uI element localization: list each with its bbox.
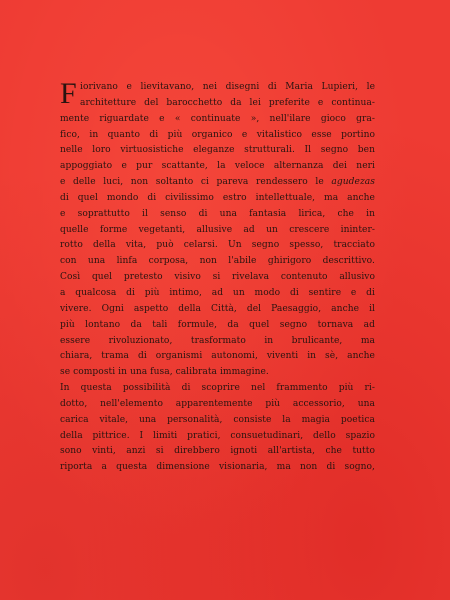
italic-word: agudezas <box>331 177 375 188</box>
text-line: rotto della vita, può celarsi. Un segno spesso, tracciato <box>60 240 375 251</box>
text-line: mente riguardate e « continuate », nell'ilare gioco gra- <box>60 113 375 124</box>
body-text <box>60 77 375 476</box>
text-line: chiara, trama di organismi autonomi, viventi in sè, anche <box>60 351 375 362</box>
text-line: Così quel pretesto visivo si rivelava contenuto allusivo <box>60 272 375 283</box>
text-line: con una linfa corposa, non l'abile ghirigoro descrittivo. <box>60 256 375 267</box>
text-line: dotto, nell'elemento apparentemente più accessorio, una <box>60 398 375 409</box>
text-line: In questa possibilità di scoprire nel frammento più ri- <box>60 383 375 394</box>
text-line: quelle forme vegetanti, allusive ad un crescere ininter- <box>60 224 375 235</box>
text-line: iorivano e lievitavano, nei disegni di Maria Lupieri, le <box>80 82 375 92</box>
text-line: fico, in quanto di più organico e vitalistico esse portino <box>60 129 375 140</box>
text-line: essere rivoluzionato, trasformato in brulicante, ma <box>60 335 375 346</box>
text-fragment: e delle luci, non soltanto ci pareva rendessero le <box>60 177 324 188</box>
text-line: nelle loro virtuosistiche eleganze strutturali. Il segno ben <box>60 145 375 156</box>
text-line: vivere. Ogni aspetto della Città, del Paesaggio, anche il <box>60 303 375 314</box>
text-line-with-italic <box>60 175 375 191</box>
text-line: e soprattutto il senso di una fantasia lirica, che in <box>60 208 375 219</box>
drop-cap: F <box>60 77 77 110</box>
text-line: sono vinti, anzi si direbbero ignoti all'artista, che tutto <box>60 446 375 457</box>
text-line: appoggiato e pur scattante, la veloce alternanza dei neri <box>60 161 375 172</box>
text-line: riporta a questa dimensione visionaria, ma non di sogno, <box>60 462 375 473</box>
text-line: se composti in una fusa, calibrata immagine. <box>60 367 269 378</box>
text-line: a qualcosa di più intimo, ad un modo di sentire e di <box>60 287 375 298</box>
text-line: più lontano da tali formule, da quel segno tornava ad <box>60 319 375 330</box>
text-line: della pittrice. I limiti pratici, consuetudinari, dello spazio <box>60 430 375 441</box>
text-line: di quel mondo di civilissimo estro intellettuale, ma anche <box>60 192 375 203</box>
text-line: carica vitale, una personalità, consiste la magia poetica <box>60 414 375 425</box>
text-line: architetture del barocchetto da lei preferite e continua- <box>80 97 375 108</box>
